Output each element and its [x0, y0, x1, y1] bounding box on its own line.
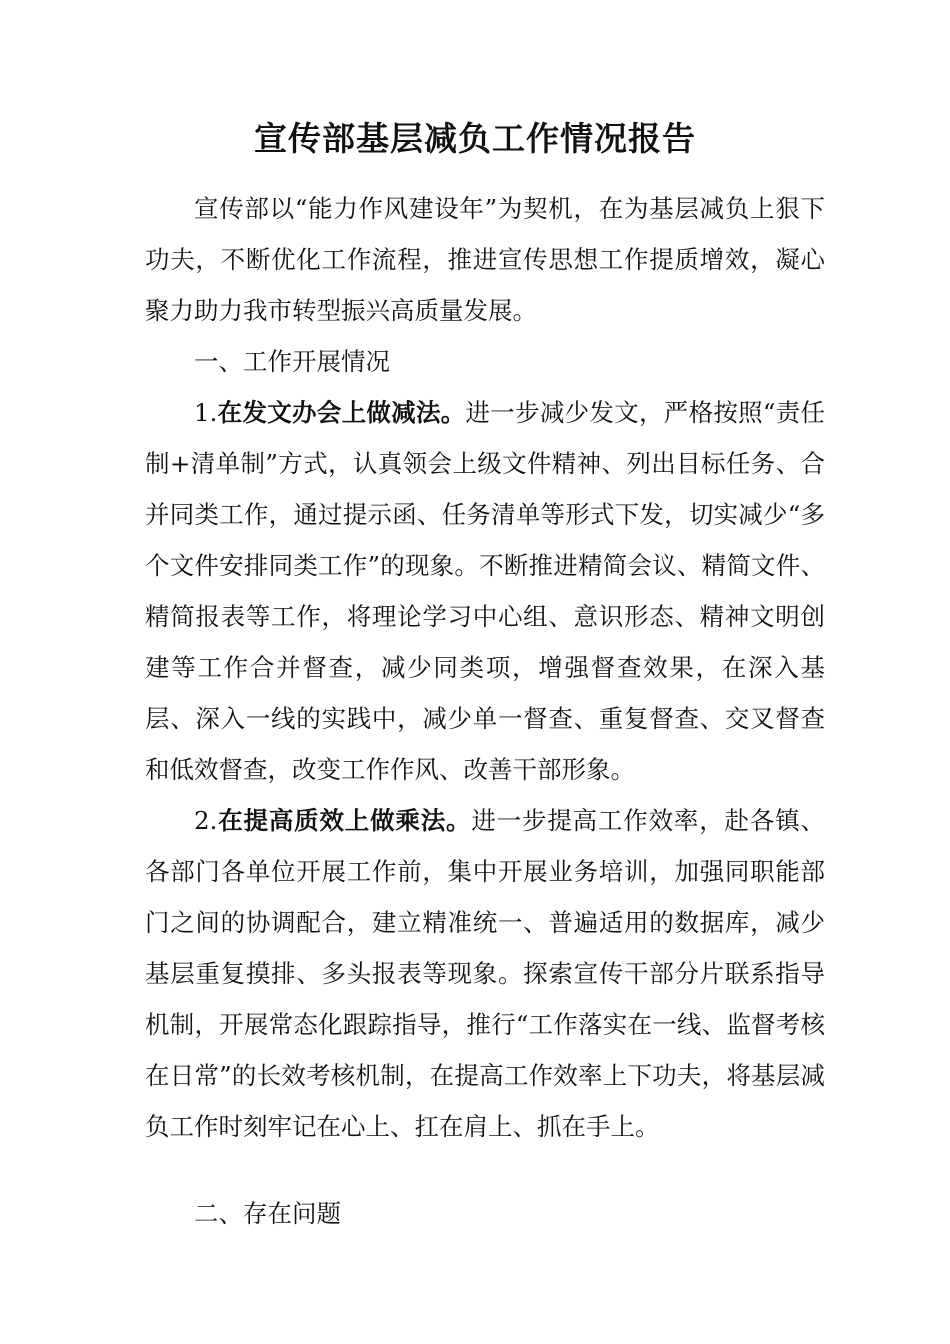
- item-text-2: 进一步提高工作效率，赴各镇、各部门各单位开展工作前，集中开展业务培训，加强同职能部门之间的协调配合，建立精准统一、普遍适用的数据库，减少基层重复摸排、多头报表等现象。探索宣传干部分片联系指导机制，开展常态化跟踪指导，推行“工作落实在一线、监督考核在日常”的长效考核机制，在提高工作效率上下功夫，将基层减负工作时刻牢记在心上、扛在肩上、抓在手上。: [145, 806, 826, 1141]
- item-number-1: 1.: [194, 398, 218, 427]
- document-title: 宣传部基层减负工作情况报告: [254, 119, 696, 158]
- section-heading-work-progress: 一、工作开展情况: [194, 347, 390, 376]
- intro-paragraph: 宣传部以“能力作风建设年”为契机，在为基层减负上狠下功夫，不断优化工作流程，推进宣传思想工作提质增效，凝心聚力助力我市转型振兴高质量发展。: [145, 194, 825, 325]
- item-title-2: 在提高质效上做乘法。: [217, 806, 472, 835]
- section-heading-problems: 二、存在问题: [194, 1199, 341, 1228]
- document-body: [145, 183, 825, 1239]
- item-text-1: 进一步减少发文，严格按照“责任制+清单制”方式，认真领会上级文件精神、列出目标任务、合并同类工作，通过提示函、任务清单等形式下发，切实减少“多个文件安排同类工作”的现象。不断推进精简会议、精简文件、精简报表等工作，将理论学习中心组、意识形态、精神文明创建等工作合并督查，减少同类项，增强督查效果，在深入基层、深入一线的实践中，减少单一督查、重复督查、交叉督查和低效督查，改变工作作风、改善干部形象。: [145, 398, 826, 784]
- item-paragraph-1: [145, 387, 825, 795]
- item-title-1: 在发文办会上做减法。: [217, 398, 466, 427]
- item-paragraph-2: [145, 795, 825, 1152]
- item-number-2: 2.: [194, 806, 218, 835]
